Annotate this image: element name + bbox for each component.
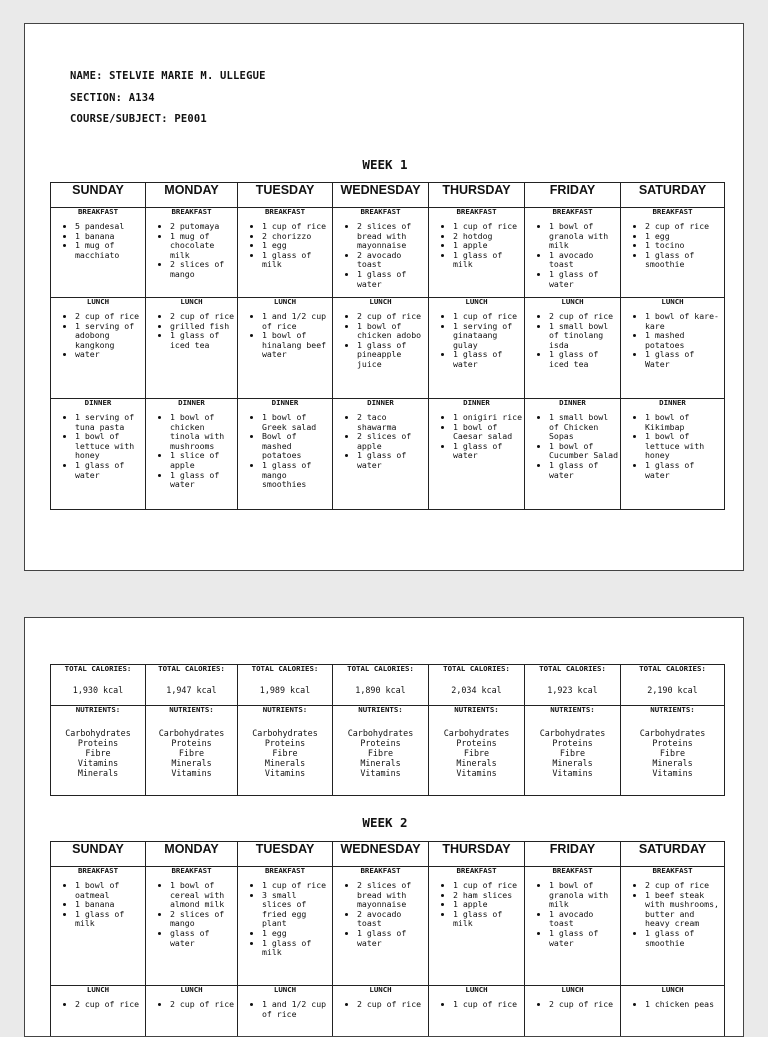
dinner-item-list (51, 413, 145, 480)
food-item: • 1 glass of milk (262, 251, 330, 270)
dinner-cell-sunday (51, 399, 146, 510)
lunch-cell-saturday (621, 298, 725, 399)
dinner-label: DINNER (51, 399, 145, 407)
nutrient-list: Carbohydrates Proteins Fibre Minerals Vitamins (525, 728, 620, 778)
food-item: • 2 cup of rice (357, 312, 426, 322)
food-item: • 1 glass of pineapple juice (357, 341, 426, 370)
breakfast-cell-friday (525, 867, 621, 986)
food-item: • glass of water (170, 929, 235, 948)
food-item: • 1 banana (75, 900, 143, 910)
dinner-cell-friday (525, 399, 621, 510)
food-item: • 1 glass of milk (262, 939, 330, 958)
food-item: • 2 slices of bread with mayonnaise (357, 881, 426, 910)
day-header-monday: MONDAY (146, 183, 238, 208)
lunch-cell-sunday (51, 298, 146, 399)
food-item: • 1 cup of rice (453, 1000, 522, 1010)
food-item: • 1 glass of water (75, 461, 143, 480)
food-item: • 2 cup of rice (645, 222, 722, 232)
lunch-label: LUNCH (525, 986, 620, 994)
food-item: • 1 egg (645, 232, 722, 242)
lunch-label: LUNCH (621, 298, 724, 306)
nutrients-cell-monday (146, 706, 238, 796)
dinner-item-list (238, 413, 332, 490)
day-header-wednesday: WEDNESDAY (333, 842, 429, 867)
breakfast-item-list (146, 222, 237, 280)
food-item: • 1 bowl of lettuce with honey (645, 432, 722, 461)
total-calories-cell-tuesday (238, 665, 333, 706)
food-item: • 1 glass of water (357, 270, 426, 289)
lunch-label: LUNCH (146, 986, 237, 994)
lunch-label: LUNCH (429, 298, 524, 306)
total-calories-cell-friday (525, 665, 621, 706)
dinner-item-list (429, 413, 524, 461)
breakfast-label: BREAKFAST (429, 867, 524, 875)
food-item: • 1 bowl of chicken adobo (357, 322, 426, 341)
lunch-label: LUNCH (51, 986, 145, 994)
food-item: • 1 bowl of kare-kare (645, 312, 722, 331)
day-header-friday: FRIDAY (525, 183, 621, 208)
nutrients-cell-tuesday (238, 706, 333, 796)
food-item: • 1 cup of rice (453, 312, 522, 322)
nutrients-label: NUTRIENTS: (51, 706, 145, 714)
lunch-item-list (333, 1000, 428, 1010)
total-calories-cell-wednesday (333, 665, 429, 706)
food-item: • 1 glass of water (549, 270, 618, 289)
lunch-cell-sunday (51, 986, 146, 1037)
lunch-item-list (429, 1000, 524, 1010)
lunch-item-list (621, 1000, 724, 1010)
food-item: • 1 apple (453, 900, 522, 910)
breakfast-item-list (51, 881, 145, 929)
breakfast-item-list (621, 222, 724, 270)
food-item: • 1 glass of water (549, 929, 618, 948)
food-item: • Bowl of mashed potatoes (262, 432, 330, 461)
food-item: • 2 ham slices (453, 891, 522, 901)
food-item: • 2 cup of rice (357, 1000, 426, 1010)
food-item: • 2 slices of bread with mayonnaise (357, 222, 426, 251)
dinner-cell-wednesday (333, 399, 429, 510)
food-item: • 1 glass of water (549, 461, 618, 480)
breakfast-label: BREAKFAST (621, 208, 724, 216)
food-item: • 2 chorizzo (262, 232, 330, 242)
day-header-friday: FRIDAY (525, 842, 621, 867)
food-item: • 2 cup of rice (549, 312, 618, 322)
calorie-value: 1,930 kcal (51, 685, 145, 695)
nutrients-label: NUTRIENTS: (525, 706, 620, 714)
food-item: • 2 cup of rice (645, 881, 722, 891)
breakfast-label: BREAKFAST (238, 867, 332, 875)
total-calories-cell-monday (146, 665, 238, 706)
food-item: • 1 cup of rice (453, 881, 522, 891)
week-2-title: WEEK 2 (25, 815, 744, 830)
food-item: • 1 bowl of Caesar salad (453, 423, 522, 442)
lunch-item-list (621, 312, 724, 370)
lunch-item-list (146, 312, 237, 350)
breakfast-cell-saturday (621, 867, 725, 986)
breakfast-cell-wednesday (333, 867, 429, 986)
lunch-label: LUNCH (429, 986, 524, 994)
day-header-monday: MONDAY (146, 842, 238, 867)
breakfast-label: BREAKFAST (146, 208, 237, 216)
calorie-value: 1,890 kcal (333, 685, 428, 695)
lunch-item-list (51, 312, 145, 360)
calorie-value: 1,923 kcal (525, 685, 620, 695)
dinner-label: DINNER (238, 399, 332, 407)
lunch-cell-friday (525, 298, 621, 399)
lunch-item-list (146, 1000, 237, 1010)
lunch-item-list (333, 312, 428, 370)
dinner-item-list (525, 413, 620, 480)
food-item: • 1 glass of water (170, 471, 235, 490)
breakfast-cell-tuesday (238, 867, 333, 986)
food-item: • 1 glass of Water (645, 350, 722, 369)
total-calories-label: TOTAL CALORIES: (146, 665, 237, 673)
calorie-value: 2,034 kcal (429, 685, 524, 695)
breakfast-cell-monday (146, 867, 238, 986)
food-item: • 1 apple (453, 241, 522, 251)
lunch-label: LUNCH (621, 986, 724, 994)
dinner-cell-thursday (429, 399, 525, 510)
lunch-cell-thursday (429, 298, 525, 399)
food-item: • 1 bowl of granola with milk (549, 881, 618, 910)
nutrients-label: NUTRIENTS: (429, 706, 524, 714)
nutrients-label: NUTRIENTS: (333, 706, 428, 714)
calorie-value: 1,989 kcal (238, 685, 332, 695)
nutrient-list: Carbohydrates Proteins Fibre Minerals Vitamins (333, 728, 428, 778)
food-item: • 1 mug of macchiato (75, 241, 143, 260)
food-item: • 2 putomaya (170, 222, 235, 232)
lunch-row (51, 986, 725, 1037)
nutrient-list: Carbohydrates Proteins Fibre Minerals Vitamins (429, 728, 524, 778)
food-item: • 1 bowl of hinalang beef water (262, 331, 330, 360)
food-item: • 1 glass of smoothie (645, 929, 722, 948)
total-calories-label: TOTAL CALORIES: (621, 665, 724, 673)
food-item: • 1 egg (262, 241, 330, 251)
lunch-label: LUNCH (333, 986, 428, 994)
food-item: • 1 glass of milk (75, 910, 143, 929)
breakfast-cell-saturday (621, 208, 725, 298)
nutrients-label: NUTRIENTS: (146, 706, 237, 714)
breakfast-label: BREAKFAST (621, 867, 724, 875)
food-item: • 1 bowl of Greek salad (262, 413, 330, 432)
lunch-item-list (51, 1000, 145, 1010)
food-item: • 1 cup of rice (453, 222, 522, 232)
food-item: • 1 serving of adobong kangkong (75, 322, 143, 351)
breakfast-cell-tuesday (238, 208, 333, 298)
food-item: • 2 slices of mango (170, 260, 235, 279)
week-2-meal-table (50, 841, 725, 1037)
total-calories-label: TOTAL CALORIES: (51, 665, 145, 673)
dinner-label: DINNER (333, 399, 428, 407)
food-item: • 1 glass of iced tea (170, 331, 235, 350)
day-header-row (51, 842, 725, 867)
nutrients-cell-sunday (51, 706, 146, 796)
calorie-value: 2,190 kcal (621, 685, 724, 695)
lunch-cell-monday (146, 986, 238, 1037)
day-header-sunday: SUNDAY (51, 842, 146, 867)
breakfast-cell-thursday (429, 867, 525, 986)
document-page-2 (24, 617, 744, 1037)
food-item: • 1 mashed potatoes (645, 331, 722, 350)
dinner-row (51, 399, 725, 510)
nutrients-label: NUTRIENTS: (238, 706, 332, 714)
breakfast-label: BREAKFAST (333, 867, 428, 875)
breakfast-row (51, 867, 725, 986)
breakfast-cell-friday (525, 208, 621, 298)
food-item: • 1 bowl of chicken tinola with mushrooms (170, 413, 235, 451)
lunch-item-list (238, 312, 332, 360)
lunch-label: LUNCH (238, 298, 332, 306)
breakfast-label: BREAKFAST (525, 867, 620, 875)
total-calories-label: TOTAL CALORIES: (333, 665, 428, 673)
food-item: • 1 glass of water (357, 451, 426, 470)
food-item: • 1 avocado toast (549, 251, 618, 270)
food-item: • 1 glass of water (645, 461, 722, 480)
day-header-thursday: THURSDAY (429, 842, 525, 867)
lunch-label: LUNCH (238, 986, 332, 994)
food-item: • 1 mug of chocolate milk (170, 232, 235, 261)
lunch-cell-friday (525, 986, 621, 1037)
food-item: • 2 avocado toast (357, 251, 426, 270)
lunch-row (51, 298, 725, 399)
breakfast-item-list (333, 881, 428, 948)
lunch-item-list (429, 312, 524, 370)
food-item: • 1 glass of water (357, 929, 426, 948)
food-item: • 1 serving of ginataang gulay (453, 322, 522, 351)
lunch-cell-wednesday (333, 986, 429, 1037)
food-item: • 1 beef steak with mushrooms, butter and heavy cream (645, 891, 722, 929)
lunch-cell-saturday (621, 986, 725, 1037)
food-item: • 1 glass of mango smoothies (262, 461, 330, 490)
breakfast-cell-sunday (51, 208, 146, 298)
food-item: • water (75, 350, 143, 360)
food-item: • 1 tocino (645, 241, 722, 251)
breakfast-item-list (429, 222, 524, 270)
breakfast-row (51, 208, 725, 298)
lunch-cell-monday (146, 298, 238, 399)
lunch-label: LUNCH (525, 298, 620, 306)
course-subject: COURSE/SUBJECT: PE001 (70, 113, 207, 125)
breakfast-cell-thursday (429, 208, 525, 298)
food-item: • 1 glass of water (453, 442, 522, 461)
week-1-meal-table (50, 182, 725, 510)
breakfast-item-list (525, 881, 620, 948)
lunch-label: LUNCH (51, 298, 145, 306)
lunch-item-list (238, 1000, 332, 1019)
breakfast-label: BREAKFAST (525, 208, 620, 216)
food-item: • 1 and 1/2 cup of rice (262, 1000, 330, 1019)
nutrients-cell-saturday (621, 706, 725, 796)
breakfast-item-list (238, 222, 332, 270)
dinner-cell-tuesday (238, 399, 333, 510)
food-item: • 1 bowl of oatmeal (75, 881, 143, 900)
food-item: • 2 slices of mango (170, 910, 235, 929)
breakfast-cell-sunday (51, 867, 146, 986)
dinner-label: DINNER (525, 399, 620, 407)
day-header-wednesday: WEDNESDAY (333, 183, 429, 208)
day-header-tuesday: TUESDAY (238, 183, 333, 208)
food-item: • 1 glass of milk (453, 910, 522, 929)
food-item: • 2 cup of rice (75, 312, 143, 322)
lunch-cell-thursday (429, 986, 525, 1037)
dinner-item-list (333, 413, 428, 471)
food-item: • 1 glass of smoothie (645, 251, 722, 270)
food-item: • 1 avocado toast (549, 910, 618, 929)
food-item: • 3 small slices of fried egg plant (262, 891, 330, 929)
day-header-saturday: SATURDAY (621, 842, 725, 867)
breakfast-cell-monday (146, 208, 238, 298)
dinner-cell-saturday (621, 399, 725, 510)
total-calories-label: TOTAL CALORIES: (238, 665, 332, 673)
breakfast-label: BREAKFAST (51, 867, 145, 875)
breakfast-item-list (238, 881, 332, 958)
dinner-label: DINNER (146, 399, 237, 407)
lunch-cell-wednesday (333, 298, 429, 399)
breakfast-item-list (429, 881, 524, 929)
nutrient-list: Carbohydrates Proteins Fibre Minerals Vitamins (621, 728, 724, 778)
food-item: • 1 onigiri rice (453, 413, 522, 423)
nutrient-list: Carbohydrates Proteins Fibre Vitamins Minerals (51, 728, 145, 778)
breakfast-label: BREAKFAST (429, 208, 524, 216)
food-item: • 2 slices of apple (357, 432, 426, 451)
nutrients-label: NUTRIENTS: (621, 706, 724, 714)
total-calories-row (51, 665, 725, 706)
food-item: • 1 glass of milk (453, 251, 522, 270)
breakfast-label: BREAKFAST (146, 867, 237, 875)
breakfast-label: BREAKFAST (51, 208, 145, 216)
lunch-label: LUNCH (146, 298, 237, 306)
food-item: • 1 bowl of Kikimbap (645, 413, 722, 432)
food-item: • 2 cup of rice (549, 1000, 618, 1010)
lunch-cell-tuesday (238, 298, 333, 399)
calorie-value: 1,947 kcal (146, 685, 237, 695)
nutrient-list: Carbohydrates Proteins Fibre Minerals Vitamins (146, 728, 237, 778)
food-item: • 5 pandesal (75, 222, 143, 232)
food-item: • 2 taco shawarma (357, 413, 426, 432)
food-item: • 2 cup of rice (170, 1000, 235, 1010)
food-item: • 1 bowl of lettuce with honey (75, 432, 143, 461)
nutrient-list: Carbohydrates Proteins Fibre Minerals Vitamins (238, 728, 332, 778)
dinner-label: DINNER (429, 399, 524, 407)
food-item: • 2 hotdog (453, 232, 522, 242)
nutrients-cell-thursday (429, 706, 525, 796)
breakfast-item-list (333, 222, 428, 289)
document-page-1 (24, 23, 744, 571)
breakfast-label: BREAKFAST (238, 208, 332, 216)
student-section: SECTION: A134 (70, 92, 155, 104)
food-item: • 1 small bowl of Chicken Sopas (549, 413, 618, 442)
food-item: • 1 glass of iced tea (549, 350, 618, 369)
food-item: • 1 glass of water (453, 350, 522, 369)
day-header-sunday: SUNDAY (51, 183, 146, 208)
food-item: • grilled fish (170, 322, 235, 332)
dinner-cell-monday (146, 399, 238, 510)
day-header-row (51, 183, 725, 208)
breakfast-cell-wednesday (333, 208, 429, 298)
food-item: • 1 egg (262, 929, 330, 939)
day-header-tuesday: TUESDAY (238, 842, 333, 867)
dinner-label: DINNER (621, 399, 724, 407)
lunch-cell-tuesday (238, 986, 333, 1037)
total-calories-label: TOTAL CALORIES: (525, 665, 620, 673)
breakfast-item-list (51, 222, 145, 260)
student-name: NAME: STELVIE MARIE M. ULLEGUE (70, 70, 266, 82)
day-header-thursday: THURSDAY (429, 183, 525, 208)
breakfast-item-list (525, 222, 620, 289)
day-header-saturday: SATURDAY (621, 183, 725, 208)
dinner-item-list (621, 413, 724, 480)
food-item: • 1 banana (75, 232, 143, 242)
nutrients-cell-wednesday (333, 706, 429, 796)
food-item: • 2 cup of rice (75, 1000, 143, 1010)
breakfast-label: BREAKFAST (333, 208, 428, 216)
lunch-item-list (525, 312, 620, 370)
lunch-item-list (525, 1000, 620, 1010)
food-item: • 1 serving of tuna pasta (75, 413, 143, 432)
week-1-summary-table (50, 664, 725, 796)
food-item: • 1 cup of rice (262, 881, 330, 891)
dinner-item-list (146, 413, 237, 490)
nutrients-row (51, 706, 725, 796)
food-item: • 2 cup of rice (170, 312, 235, 322)
total-calories-cell-sunday (51, 665, 146, 706)
food-item: • 1 small bowl of tinolang isda (549, 322, 618, 351)
breakfast-item-list (146, 881, 237, 948)
food-item: • 1 slice of apple (170, 451, 235, 470)
food-item: • 1 and 1/2 cup of rice (262, 312, 330, 331)
breakfast-item-list (621, 881, 724, 948)
lunch-label: LUNCH (333, 298, 428, 306)
food-item: • 1 chicken peas (645, 1000, 722, 1010)
total-calories-label: TOTAL CALORIES: (429, 665, 524, 673)
food-item: • 1 bowl of granola with milk (549, 222, 618, 251)
food-item: • 1 bowl of Cucumber Salad (549, 442, 618, 461)
nutrients-cell-friday (525, 706, 621, 796)
food-item: • 2 avocado toast (357, 910, 426, 929)
week-1-title: WEEK 1 (25, 157, 744, 172)
food-item: • 1 bowl of cereal with almond milk (170, 881, 235, 910)
food-item: • 1 cup of rice (262, 222, 330, 232)
total-calories-cell-saturday (621, 665, 725, 706)
total-calories-cell-thursday (429, 665, 525, 706)
